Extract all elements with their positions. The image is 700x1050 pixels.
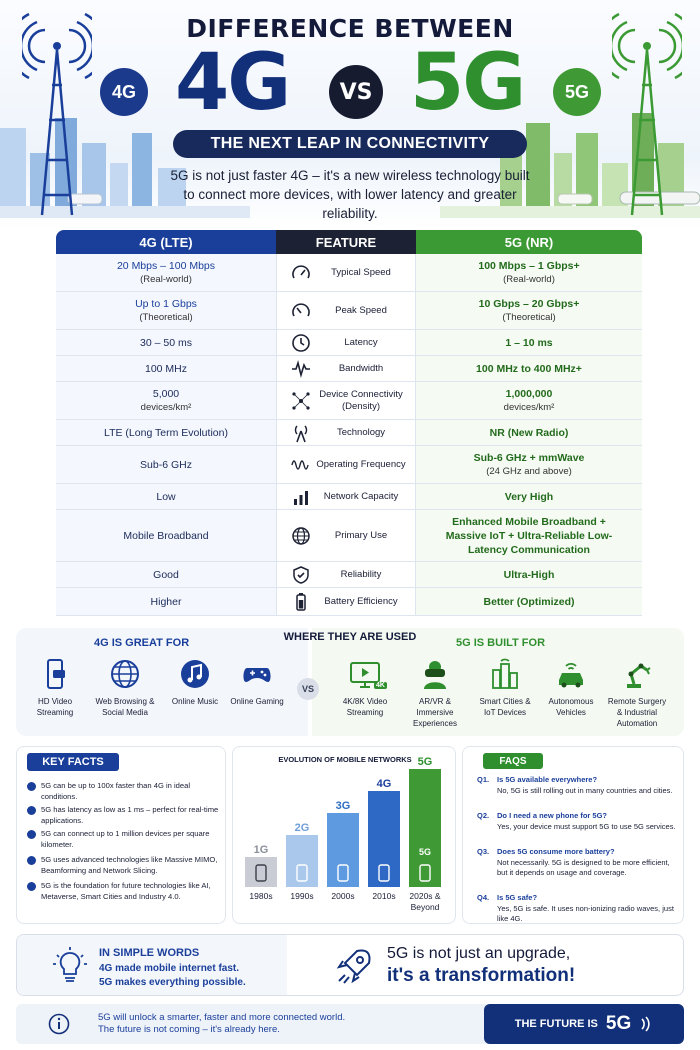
footer-line-1: 5G will unlock a smarter, faster and more connected world. [98,1012,346,1023]
table-row [56,588,642,616]
clock-icon [291,333,311,353]
evolution-5g-inner-label: 5G [418,847,432,857]
cell-5g-note: (Theoretical) [502,311,556,323]
use-item-label: Smart Cities & IoT Devices [479,697,531,717]
evolution-year-label: 2000s [331,891,355,901]
comparison-table [56,230,642,618]
4k-badge: 4K [376,682,385,689]
table-row [56,356,642,382]
check-icon [27,856,36,865]
evolution-gen-label: 1G [253,844,269,856]
cell-4g-note: (Real-world) [140,273,192,285]
use-item [226,658,288,707]
evolution-year-label: 2020s & [409,891,441,901]
table-row [56,446,642,484]
cell-4g [56,330,276,355]
cell-5g-note: (Real-world) [503,273,555,285]
cell-5g-value: Ultra-High [503,568,555,581]
use-item [24,658,86,718]
cell-feature [276,588,416,615]
rocket-icon [335,947,373,985]
where-used-section [16,628,684,736]
cell-5g-value: 10 Gbps – 20 Gbps+ [478,297,580,310]
quote-line-1: 5G is not just an upgrade, [387,945,571,962]
key-facts-card [16,746,226,924]
feature-label: Bandwidth [338,362,384,374]
table-row [56,254,642,292]
faq-number: Q4. [477,893,490,902]
header-4g-lte: 4G (LTE) [56,230,276,254]
evolution-year-label: 2010s [372,891,396,901]
cell-4g-value: 20 Mbps – 100 Mbps [116,259,216,272]
cell-4g-value: Higher [150,595,182,608]
network-nodes-icon [291,391,311,411]
check-icon [27,882,36,891]
feature-label: Latency [344,336,378,348]
use-item-label: Online Gaming [230,697,284,706]
footer-line-2: The future is not coming – it's already here. [98,1024,280,1035]
future-is-label: THE FUTURE IS [514,1018,598,1030]
globe-icon [109,658,141,690]
use-item-label: HD Video Streaming [36,697,74,717]
use-item [474,658,536,718]
cell-4g [56,510,276,561]
key-fact-item [27,855,221,876]
evolution-bar-3g [327,813,359,887]
use-item [606,658,668,729]
use-item [164,658,226,707]
key-fact-item [27,881,221,902]
faq-number: Q1. [477,775,490,784]
big-5g-text: 5G [410,38,525,128]
cell-4g-note: (Theoretical) [139,311,193,323]
cell-4g [56,484,276,509]
battery-icon [291,592,311,612]
evolution-bar-2g [286,835,318,887]
faqs-heading: FAQS [483,753,543,769]
cell-5g-note: (24 GHz and above) [486,465,572,477]
cell-5g-value: 1,000,000 [505,387,553,400]
cell-5g-value: 100 MHz to 400 MHz+ [476,362,582,375]
cell-4g [56,562,276,587]
use-item-label: Web Browsing & Social Media [95,697,155,717]
table-row [56,382,642,420]
feature-label: Primary Use [334,529,388,541]
5g-built-for-heading: 5G IS BUILT FOR [456,637,546,649]
key-facts-heading: KEY FACTS [27,753,119,771]
cell-5g-value: NR (New Radio) [489,426,569,439]
evolution-bar-5g [409,769,441,887]
feature-label: Reliability [340,568,382,580]
cell-5g-note: devices/km² [503,401,555,413]
signal-waves-icon [639,1016,653,1032]
future-is-5g-badge [484,1004,684,1044]
cell-4g [56,356,276,381]
cell-5g [416,420,642,445]
cell-5g [416,446,642,483]
evolution-gen-label: 2G [294,822,310,834]
faq-number: Q2. [477,811,490,820]
cell-4g-value: Up to 1 Gbps [135,297,197,310]
table-row [56,562,642,588]
4g-badge: 4G [100,68,148,116]
key-fact-text: 5G can connect up to 1 million devices per square kilometer. [41,829,210,849]
evolution-gen-label: 5G [417,756,433,768]
key-fact-text: 5G has latency as low as 1 ms – perfect for real-time applications. [41,805,219,825]
faq-question [477,811,681,822]
evolution-bars [233,747,457,925]
evolution-gen-label: 4G [376,778,392,790]
cell-5g [416,292,642,329]
faq-answer: No, 5G is still rolling out in many countries and cities. [497,785,673,795]
info-icon [48,1013,70,1035]
use-item [404,658,466,729]
table-header [56,230,642,254]
table-body [56,254,642,616]
shield-check-icon [291,565,311,585]
feature-label: Typical Speed [331,266,391,278]
cell-feature [276,484,416,509]
faq-item [477,893,681,925]
cell-4g-value: LTE (Long Term Evolution) [104,426,228,439]
simple-words-line-4g: 4G made mobile internet fast. [99,963,240,974]
evolution-bar-1g [245,857,277,887]
cell-5g-value: Better (Optimized) [483,595,575,608]
cell-feature [276,254,416,291]
gauge-icon [291,301,311,321]
use-item-label: AR/VR & Immersive Experiences [412,697,458,728]
cell-4g-value: Mobile Broadband [123,529,209,542]
table-row [56,330,642,356]
table-row [56,484,642,510]
use-item-label: Online Music [171,697,219,706]
evolution-year-label: 1990s [290,891,314,901]
cell-feature [276,510,416,561]
key-fact-item [27,829,221,850]
big-4g-text: 4G [175,38,290,128]
key-fact-text: 5G uses advanced technologies like Massive MIMO, Beamforming and Network Slicing. [41,855,218,875]
faq-item [477,847,681,879]
cell-4g-value: Low [156,490,176,503]
cell-5g [416,510,642,561]
capacity-bars-icon [291,487,311,507]
cell-feature [276,420,416,445]
car-signal-icon [555,658,587,690]
cell-4g [56,446,276,483]
future-5g-label: 5G [605,1013,632,1034]
intro-subtitle: 5G is not just faster 4G – it's a new wireless technology built to connect more devices, with lower latency and greater reliability. [170,168,530,221]
cell-4g-value: Good [153,568,179,581]
cell-4g-note: devices/km² [140,401,192,413]
faq-question [477,775,681,786]
feature-label: Battery Efficiency [324,595,398,607]
cell-feature [276,562,416,587]
cell-5g [416,254,642,291]
frequency-icon [291,455,311,475]
feature-label: Technology [336,426,386,438]
cell-5g [416,484,642,509]
faq-answer: Yes, your device must support 5G to use 5G services. [497,821,676,831]
use-item-label: Autonomous Vehicles [548,697,594,717]
tagline-banner: THE NEXT LEAP IN CONNECTIVITY [173,130,527,158]
cell-5g [416,562,642,587]
cell-feature [276,446,416,483]
cell-4g-value: 30 – 50 ms [140,336,192,349]
check-icon [27,806,36,815]
simple-words-line-5g: 5G makes everything possible. [99,977,246,988]
city-icon [489,658,521,690]
gamepad-icon [241,658,273,690]
cell-4g [56,254,276,291]
cell-5g [416,382,642,419]
where-used-title: WHERE THEY ARE USED [283,631,417,643]
feature-label: Device Connectivity (Density) [319,388,403,412]
5g-badge: 5G [553,68,601,116]
feature-label: Operating Frequency [316,458,406,470]
check-icon [27,782,36,791]
faq-question [477,847,681,858]
faq-question-text: Is 5G safe? [497,893,538,902]
faq-number: Q3. [477,847,490,856]
faq-answer: Not necessarily. 5G is designed to be more efficient, but it depends on usage and coverage. [497,857,670,877]
cell-5g [416,330,642,355]
cell-4g [56,292,276,329]
evolution-year-label: 1980s [249,891,273,901]
table-row [56,510,642,562]
table-row [56,420,642,446]
phone-video-icon [39,658,71,690]
check-icon [27,830,36,839]
cell-5g-value: Sub-6 GHz + mmWave [473,451,585,464]
faq-question [477,893,681,904]
vr-headset-icon [419,658,451,690]
robot-arm-icon [621,658,653,690]
lightbulb-icon [53,947,87,985]
cell-feature [276,382,416,419]
cell-4g-value: Sub-6 GHz [140,458,192,471]
cell-5g-value: Enhanced Mobile Broadband + Massive IoT + Ultra-Reliable Low-Latency Communication [445,515,613,556]
evolution-year-label: Beyond [410,902,440,912]
simple-words-banner [16,934,684,996]
music-note-icon [179,658,211,690]
faq-item [477,811,681,832]
cell-4g [56,420,276,445]
key-fact-item [27,805,221,826]
header [0,0,700,228]
faq-item [477,775,681,796]
footer-text [98,1012,345,1036]
vs-badge: VS [329,65,383,119]
cell-5g-value: 1 – 10 ms [505,336,553,349]
cell-feature [276,356,416,381]
evolution-title: EVOLUTION OF MOBILE NETWORKS [278,755,412,764]
page-title: DIFFERENCE BETWEEN [186,14,514,43]
faqs-card [462,746,684,924]
feature-label: Network Capacity [323,490,399,502]
faq-question-text: Is 5G available everywhere? [497,775,598,784]
use-item [540,658,602,718]
antenna-icon [291,423,311,443]
header-5g-nr: 5G (NR) [416,230,642,254]
cell-5g [416,356,642,381]
4g-great-for-heading: 4G IS GREAT FOR [94,637,190,649]
table-row [56,292,642,330]
use-item [94,658,156,718]
cell-4g-value: 5,000 [152,387,180,400]
globe-icon [291,526,311,546]
evolution-gen-label: 3G [335,800,351,812]
feature-label: Peak Speed [335,304,387,316]
footer-banner [16,1004,684,1044]
use-item-label: Remote Surgery & Industrial Automation [607,697,667,728]
key-fact-item [27,781,221,802]
faq-question-text: Does 5G consume more battery? [497,847,615,856]
cell-feature [276,330,416,355]
cell-5g [416,588,642,615]
cell-4g [56,382,276,419]
faq-question-text: Do I need a new phone for 5G? [497,811,608,820]
quote-line-2: it's a transformation! [387,965,576,986]
cell-5g-value: 100 Mbps – 1 Gbps+ [478,259,580,272]
waveform-icon [291,359,311,379]
use-item-label: 4K/8K Video Streaming [342,697,388,717]
evolution-chart-card [232,746,456,924]
uses-vs-badge: VS [297,678,319,700]
key-fact-text: 5G is the foundation for future technologies like AI, Metaverse, Smart Cities and Industry 4.0. [41,881,211,901]
cell-feature [276,292,416,329]
cell-5g-value: Very High [504,490,554,503]
header-feature: FEATURE [276,230,416,254]
cell-4g [56,588,276,615]
simple-words-title: IN SIMPLE WORDS [99,947,200,959]
key-fact-text: 5G can be up to 100x faster than 4G in ideal conditions. [41,781,191,801]
faq-answer: Yes, 5G is safe. It uses non-ionizing radio waves, just like 4G. [497,903,674,923]
speedometer-icon [291,263,311,283]
evolution-bar-4g [368,791,400,887]
cell-4g-value: 100 MHz [144,362,187,375]
